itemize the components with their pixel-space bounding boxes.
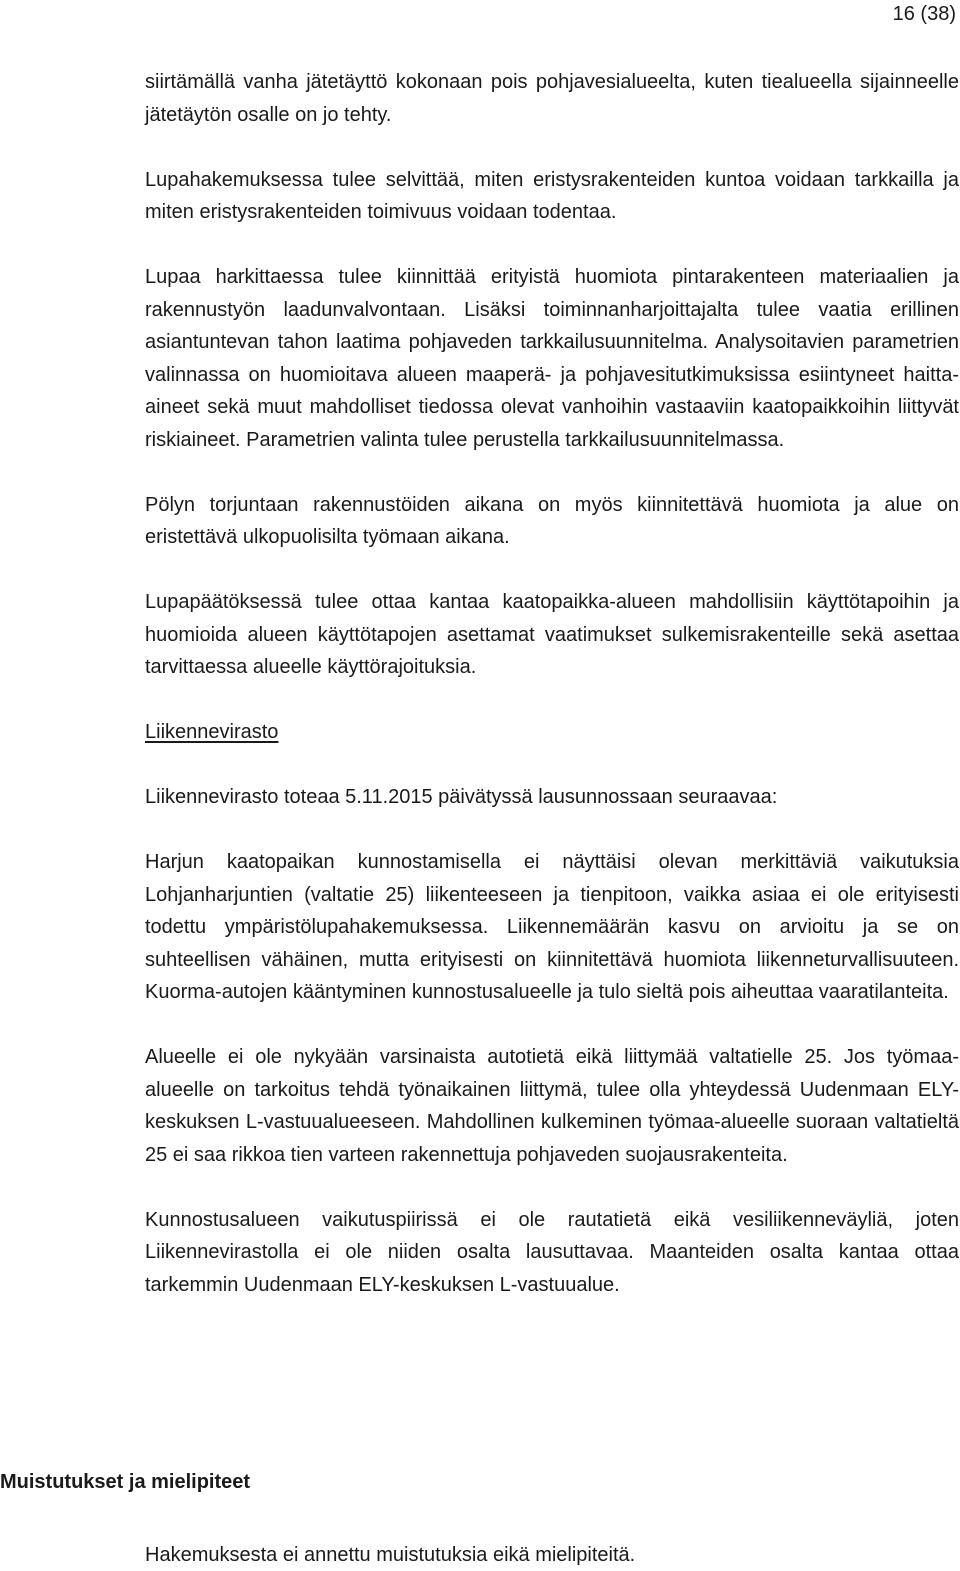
document-body (145, 66, 959, 1334)
statement-intro: Liikennevirasto toteaa 5.11.2015 päivätyssä lausunnossaan seuraavaa: (145, 786, 778, 808)
paragraph-road-connection: Alueelle ei ole nykyään varsinaista autotietä eikä liittymää valtatielle 25. Jos työmaa-alueelle on tarkoitus tehdä työnaikainen liittymä, tulee olla yhteydessä Uudenmaan ELY-keskuksen L-vastuualueeseen. Mahdollinen kulkeminen työmaa-alueelle suoraan valtatieltä 25 ei saa rikkoa tien varteen rakennettuja pohjaveden suojausrakenteita. (145, 1046, 959, 1166)
paragraph-traffic-impacts: Harjun kaatopaikan kunnostamisella ei näyttäisi olevan merkittäviä vaikutuksia Lohjanharjuntien (valtatie 25) liikenteeseen ja tienpitoon, vaikka asiaa ei ole erityisesti todettu ympäristölupahakemuksessa. Liikennemäärän kasvu on arvioitu ja se on suhteellisen vähäinen, mutta erityisesti on kiinnitettävä huomiota liikenneturvallisuuteen. Kuorma-autojen kääntyminen kunnostusalueelle ja tulo sieltä pois aiheuttaa vaaratilanteita. (145, 851, 959, 1003)
paragraph-quality-control: Lupaa harkittaessa tulee kiinnittää erityistä huomiota pintarakenteen materiaalien ja rakennustyön laadunvalvontaan. Lisäksi toiminnanharjoittajalta tulee vaatia erillinen asiantuntevan tahon laatima pohjaveden tarkkailusuunnitelma. Analysoitavien parametrien valinnassa on huomioitava alueen maaperä- ja pohjavesitutkimuksissa esiintyneet haitta-aineet sekä muut mahdolliset tiedossa olevat vanhoihin vastaaviin kaatopaikkoihin liittyvät riskiaineet. Parametrien valinta tulee perustella tarkkailusuunnitelmassa. (145, 266, 959, 451)
paragraph-railway-waterway: Kunnostusalueen vaikutuspiirissä ei ole rautatietä eikä vesiliikenneväyliä, joten Liikennevirastolla ei ole niiden osalta lausuttavaa. Maanteiden osalta kantaa ottaa tarkemmin Uudenmaan ELY-keskuksen L-vastuualue. (145, 1208, 959, 1296)
paragraph-land-use: Lupapäätöksessä tulee ottaa kantaa kaatopaikka-alueen mahdollisiin käyttötapoihin ja huomioida alueen käyttötapojen asettamat vaatimukset sulkemisrakenteille sekä asettaa tarvittaessa alueelle käyttörajoituksia. (145, 591, 959, 678)
paragraph-waste-fill: siirtämällä vanha jätetäyttö kokonaan pois pohjavesialueelta, kuten tiealueella sijainneelle jätetäytön osalle on jo tehty. (145, 71, 959, 126)
final-note: Hakemuksesta ei annettu muistutuksia eikä mielipiteitä. (145, 1544, 636, 1566)
page-number: 16 (38) (892, 3, 956, 25)
side-heading-reminders: Muistutukset ja mielipiteet (0, 1471, 251, 1493)
paragraph-insulation-monitoring: Lupahakemuksessa tulee selvittää, miten eristysrakenteiden kuntoa voidaan tarkkailla ja miten eristysrakenteiden toimivuus voidaan todentaa. (145, 168, 959, 223)
section-heading-liikennevirasto: Liikennevirasto (145, 721, 279, 743)
paragraph-dust-control: Pölyn torjuntaan rakennustöiden aikana on myös kiinnitettävä huomiota ja alue on eristettävä ulkopuolisilta työmaan aikana. (145, 493, 959, 548)
